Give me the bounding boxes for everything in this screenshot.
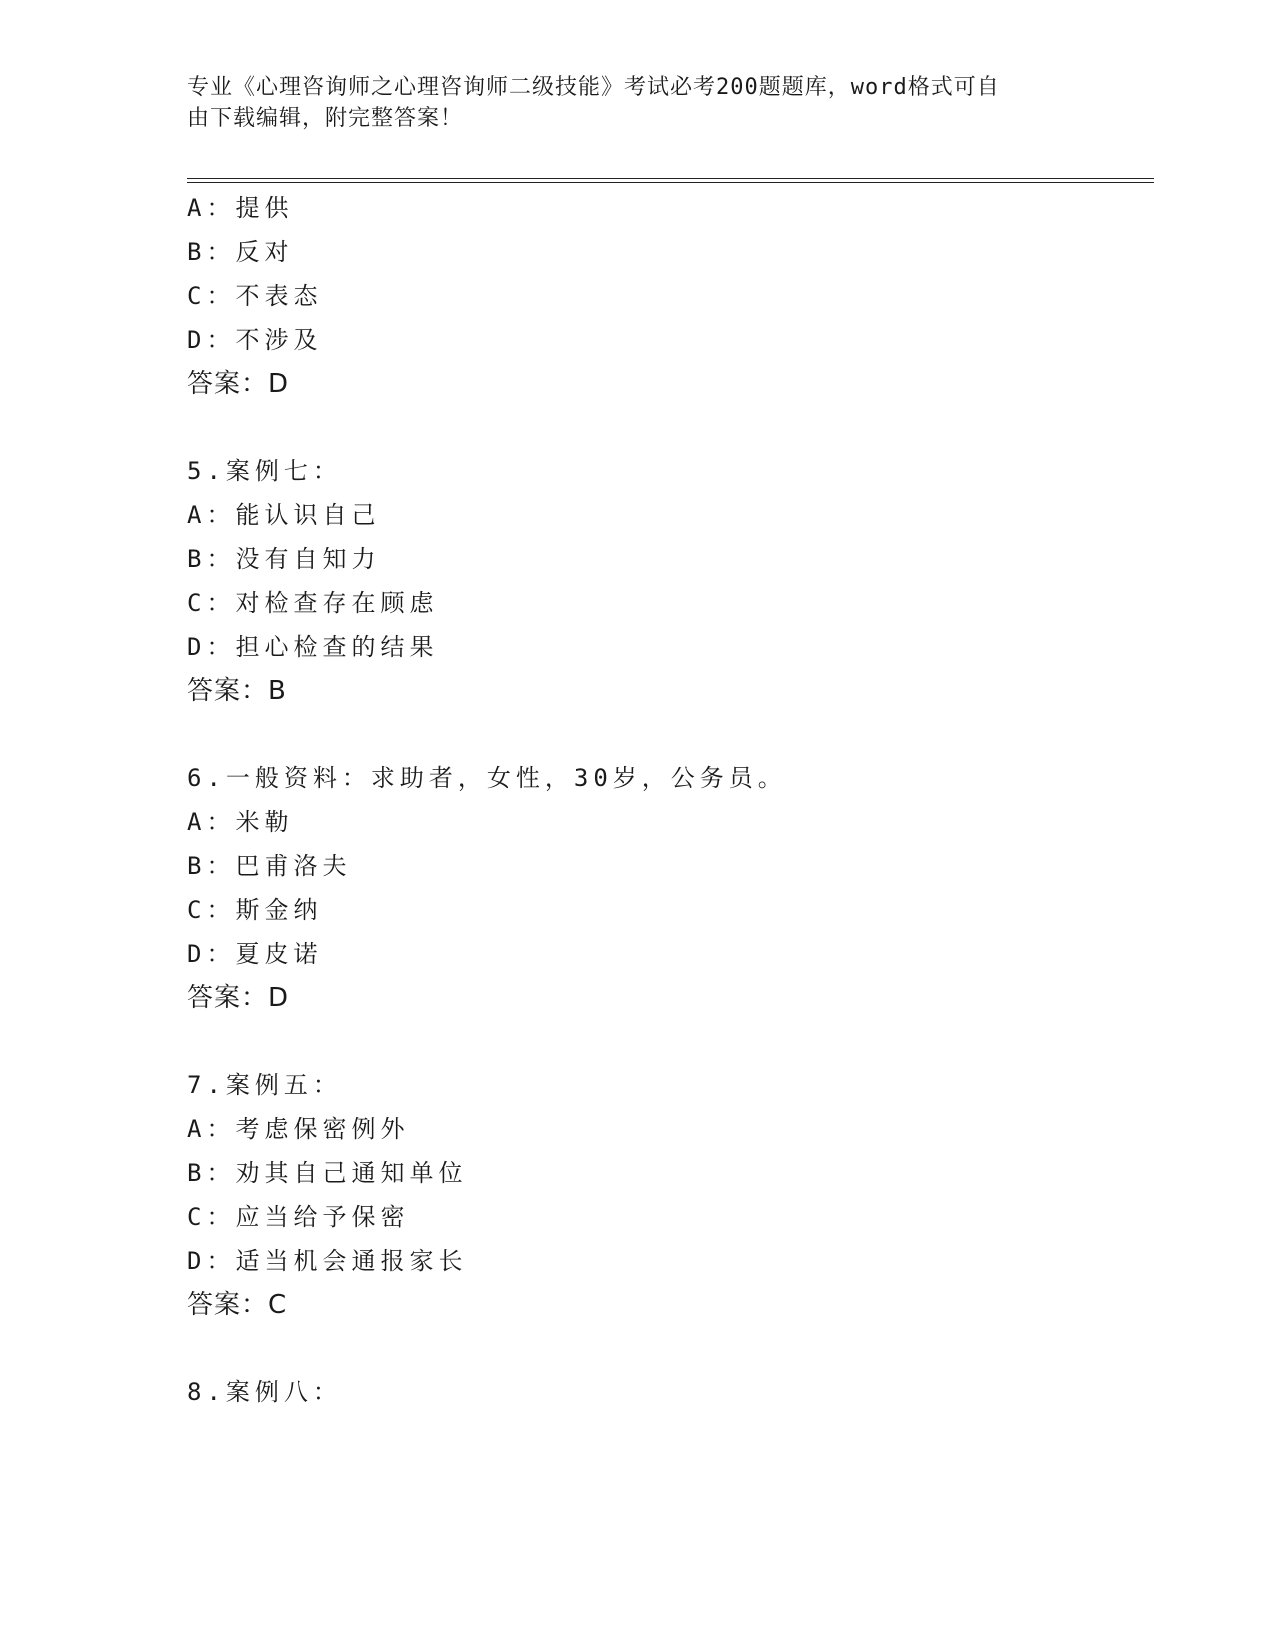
q5-option-c: C：对检查存在顾虑 xyxy=(187,589,439,617)
q5-option-d: D：担心检查的结果 xyxy=(187,633,439,661)
q6-option-d: D：夏皮诺 xyxy=(187,940,323,968)
header-line-1: 专业《心理咨询师之心理咨询师二级技能》考试必考200题题库，word格式可自 xyxy=(187,75,1000,100)
q7-answer: 答案：C xyxy=(187,1290,288,1320)
q4-option-d: D：不涉及 xyxy=(187,326,323,354)
header-line-2: 由下载编辑，附完整答案！ xyxy=(187,106,464,131)
header-divider-top xyxy=(187,178,1154,179)
q5-stem: 5.案例七： xyxy=(187,457,342,485)
q7-option-a: A：考虑保密例外 xyxy=(187,1115,410,1143)
q5-answer: 答案：B xyxy=(187,676,287,706)
q5-option-a: A：能认识自己 xyxy=(187,501,381,529)
q7-option-b: B：劝其自己通知单位 xyxy=(187,1159,468,1187)
q4-option-a: A：提供 xyxy=(187,194,294,222)
q4-answer: 答案：D xyxy=(187,369,290,399)
q4-option-c: C：不表态 xyxy=(187,282,323,310)
q8-stem: 8.案例八： xyxy=(187,1378,342,1406)
q6-option-c: C：斯金纳 xyxy=(187,896,323,924)
q5-option-b: B：没有自知力 xyxy=(187,545,381,573)
document-header xyxy=(187,72,1067,134)
q7-stem: 7.案例五： xyxy=(187,1071,342,1099)
q4-option-b: B：反对 xyxy=(187,238,294,266)
header-divider-bottom xyxy=(187,182,1154,183)
q6-stem: 6.一般资料：求助者，女性，30岁，公务员。 xyxy=(187,764,787,792)
q7-option-c: C：应当给予保密 xyxy=(187,1203,410,1231)
q6-option-a: A：米勒 xyxy=(187,808,294,836)
q6-option-b: B：巴甫洛夫 xyxy=(187,852,352,880)
q7-option-d: D：适当机会通报家长 xyxy=(187,1247,468,1275)
q6-answer: 答案：D xyxy=(187,983,290,1013)
